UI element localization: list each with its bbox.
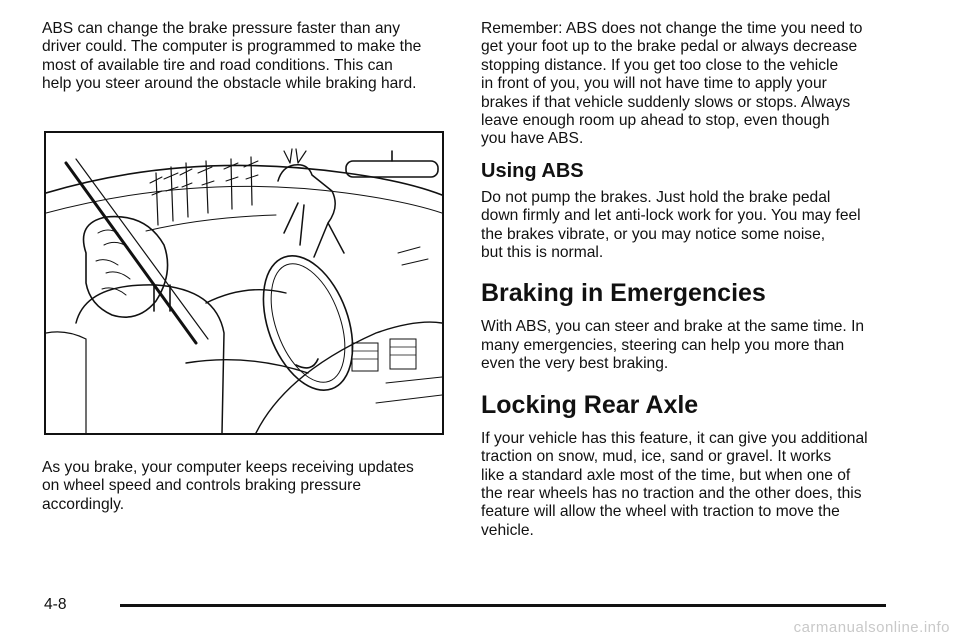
intro-paragraph: ABS can change the brake pressure faster than any driver could. The computer is programmed to make the most of available tire and road conditions. This can help you steer around the obstacle while braking hard. — [42, 20, 422, 93]
left-column — [42, 20, 452, 94]
driver-braking-illustration — [44, 131, 444, 435]
locking-rear-axle-heading: Locking Rear Axle — [481, 390, 699, 419]
right-column — [481, 20, 901, 540]
after-figure-paragraph: As you brake, your computer keeps receiving updates on wheel speed and controls braking pressure accordingly. — [42, 459, 414, 513]
footer-divider — [120, 604, 886, 607]
using-abs-paragraph: Do not pump the brakes. Just hold the brake pedal down firmly and let anti-lock work for you. You may feel the brakes vibrate, or you may notice some noise, but this is normal. — [481, 188, 861, 262]
using-abs-heading: Using ABS — [481, 159, 584, 182]
locking-rear-axle-paragraph: If your vehicle has this feature, it can give you additional traction on snow, mud, ice, sand or gravel. It works like a standard axle most of the time, but when one of the rear wheels has no traction and the other does, this feature will allow the wheel with traction to move the vehicle. — [481, 429, 868, 539]
remember-paragraph: Remember: ABS does not change the time you need to get your foot up to the brake pedal or always decrease stopping distance. If you get too close to the vehicle in front of you, you will not have time to apply your brakes if that vehicle suddenly slows or stops. Always leave enough room up ahead to stop, even though you have ABS. — [481, 20, 863, 148]
braking-emergencies-paragraph: With ABS, you can steer and brake at the same time. In many emergencies, steering can help you more than even the very best braking. — [481, 318, 865, 373]
page-number: 4-8 — [44, 596, 67, 613]
braking-emergencies-heading: Braking in Emergencies — [481, 279, 766, 308]
watermark: carmanualsonline.info — [793, 619, 950, 636]
deer-crossing-icon — [46, 133, 442, 433]
left-column-lower — [42, 459, 452, 514]
